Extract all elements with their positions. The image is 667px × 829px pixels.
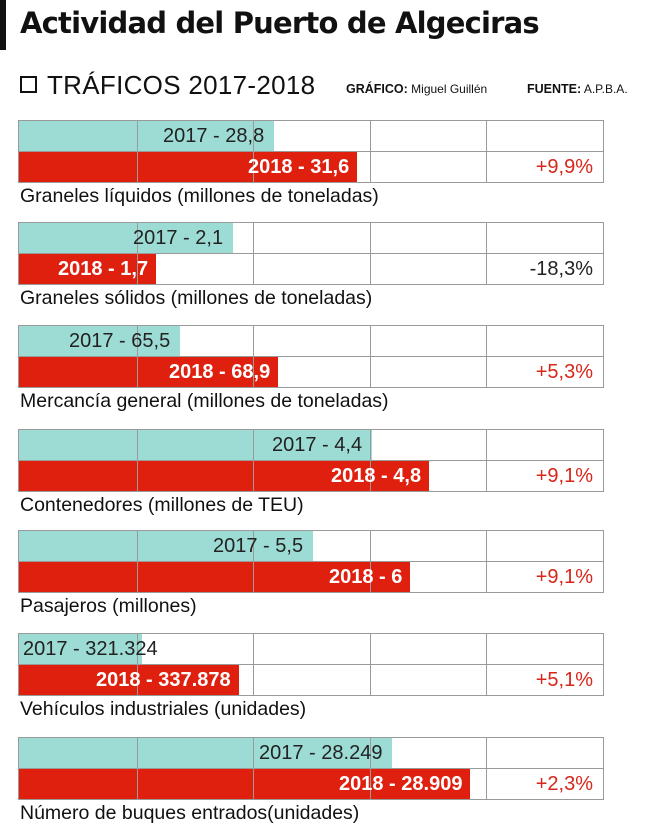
label-2017: 2017 - 28.249 xyxy=(259,742,383,764)
chart-title: Actividad del Puerto de Algeciras xyxy=(20,6,539,40)
change-value: +9,1% xyxy=(535,465,593,487)
bar-frame xyxy=(18,737,604,800)
bar-group xyxy=(18,633,604,725)
bar-group xyxy=(18,120,604,212)
subtitle-row xyxy=(0,66,667,106)
row-divider xyxy=(19,768,603,769)
label-2017: 2017 - 321.324 xyxy=(23,638,158,660)
category-label: Graneles líquidos (millones de toneladas) xyxy=(20,185,379,207)
bar-group xyxy=(18,429,604,521)
bar-group xyxy=(18,222,604,314)
chart-subtitle: TRÁFICOS 2017-2018 xyxy=(47,70,316,100)
row-divider xyxy=(19,151,603,152)
label-2017: 2017 - 2,1 xyxy=(133,227,224,249)
row-divider xyxy=(19,356,603,357)
change-value: +9,1% xyxy=(535,566,593,588)
category-label: Mercancía general (millones de toneladas) xyxy=(20,390,389,412)
bar-frame xyxy=(18,120,604,183)
label-2018: 2018 - 28.909 xyxy=(339,773,463,795)
category-label: Contenedores (millones de TEU) xyxy=(20,494,304,516)
bar-frame xyxy=(18,325,604,388)
bar-frame xyxy=(18,222,604,285)
label-2017: 2017 - 5,5 xyxy=(213,535,304,557)
label-2018: 2018 - 6 xyxy=(329,566,403,588)
row-divider xyxy=(19,664,603,665)
label-2017: 2017 - 65,5 xyxy=(69,330,171,352)
label-2018: 2018 - 31,6 xyxy=(248,156,350,178)
bar-group xyxy=(18,325,604,417)
bar-frame xyxy=(18,633,604,696)
checkbox-icon xyxy=(20,76,37,93)
label-2018: 2018 - 337.878 xyxy=(96,669,231,691)
bar-group xyxy=(18,737,604,829)
row-divider xyxy=(19,253,603,254)
category-label: Pasajeros (millones) xyxy=(20,595,197,617)
label-2017: 2017 - 28,8 xyxy=(163,125,265,147)
credit-label: GRÁFICO: xyxy=(346,82,408,96)
label-2018: 2018 - 4,8 xyxy=(331,465,422,487)
row-divider xyxy=(19,460,603,461)
change-value: +2,3% xyxy=(535,773,593,795)
bar-frame xyxy=(18,530,604,593)
change-value: -18,3% xyxy=(529,258,593,280)
source-label: FUENTE: xyxy=(527,82,582,96)
credit-name: Miguel Guillén xyxy=(411,82,488,96)
credit xyxy=(346,82,487,96)
change-value: +9,9% xyxy=(535,156,593,178)
source-name: A.P.B.A. xyxy=(583,82,628,96)
label-2018: 2018 - 68,9 xyxy=(169,361,271,383)
category-label: Vehículos industriales (unidades) xyxy=(20,698,307,720)
bar-group xyxy=(18,530,604,622)
source xyxy=(527,82,628,96)
label-2018: 2018 - 1,7 xyxy=(58,258,149,280)
category-label: Número de buques entrados(unidades) xyxy=(20,802,360,824)
title-bar xyxy=(0,0,667,50)
bar-frame xyxy=(18,429,604,492)
change-value: +5,3% xyxy=(535,361,593,383)
change-value: +5,1% xyxy=(535,669,593,691)
category-label: Graneles sólidos (millones de toneladas) xyxy=(20,287,373,309)
label-2017: 2017 - 4,4 xyxy=(272,434,363,456)
row-divider xyxy=(19,561,603,562)
